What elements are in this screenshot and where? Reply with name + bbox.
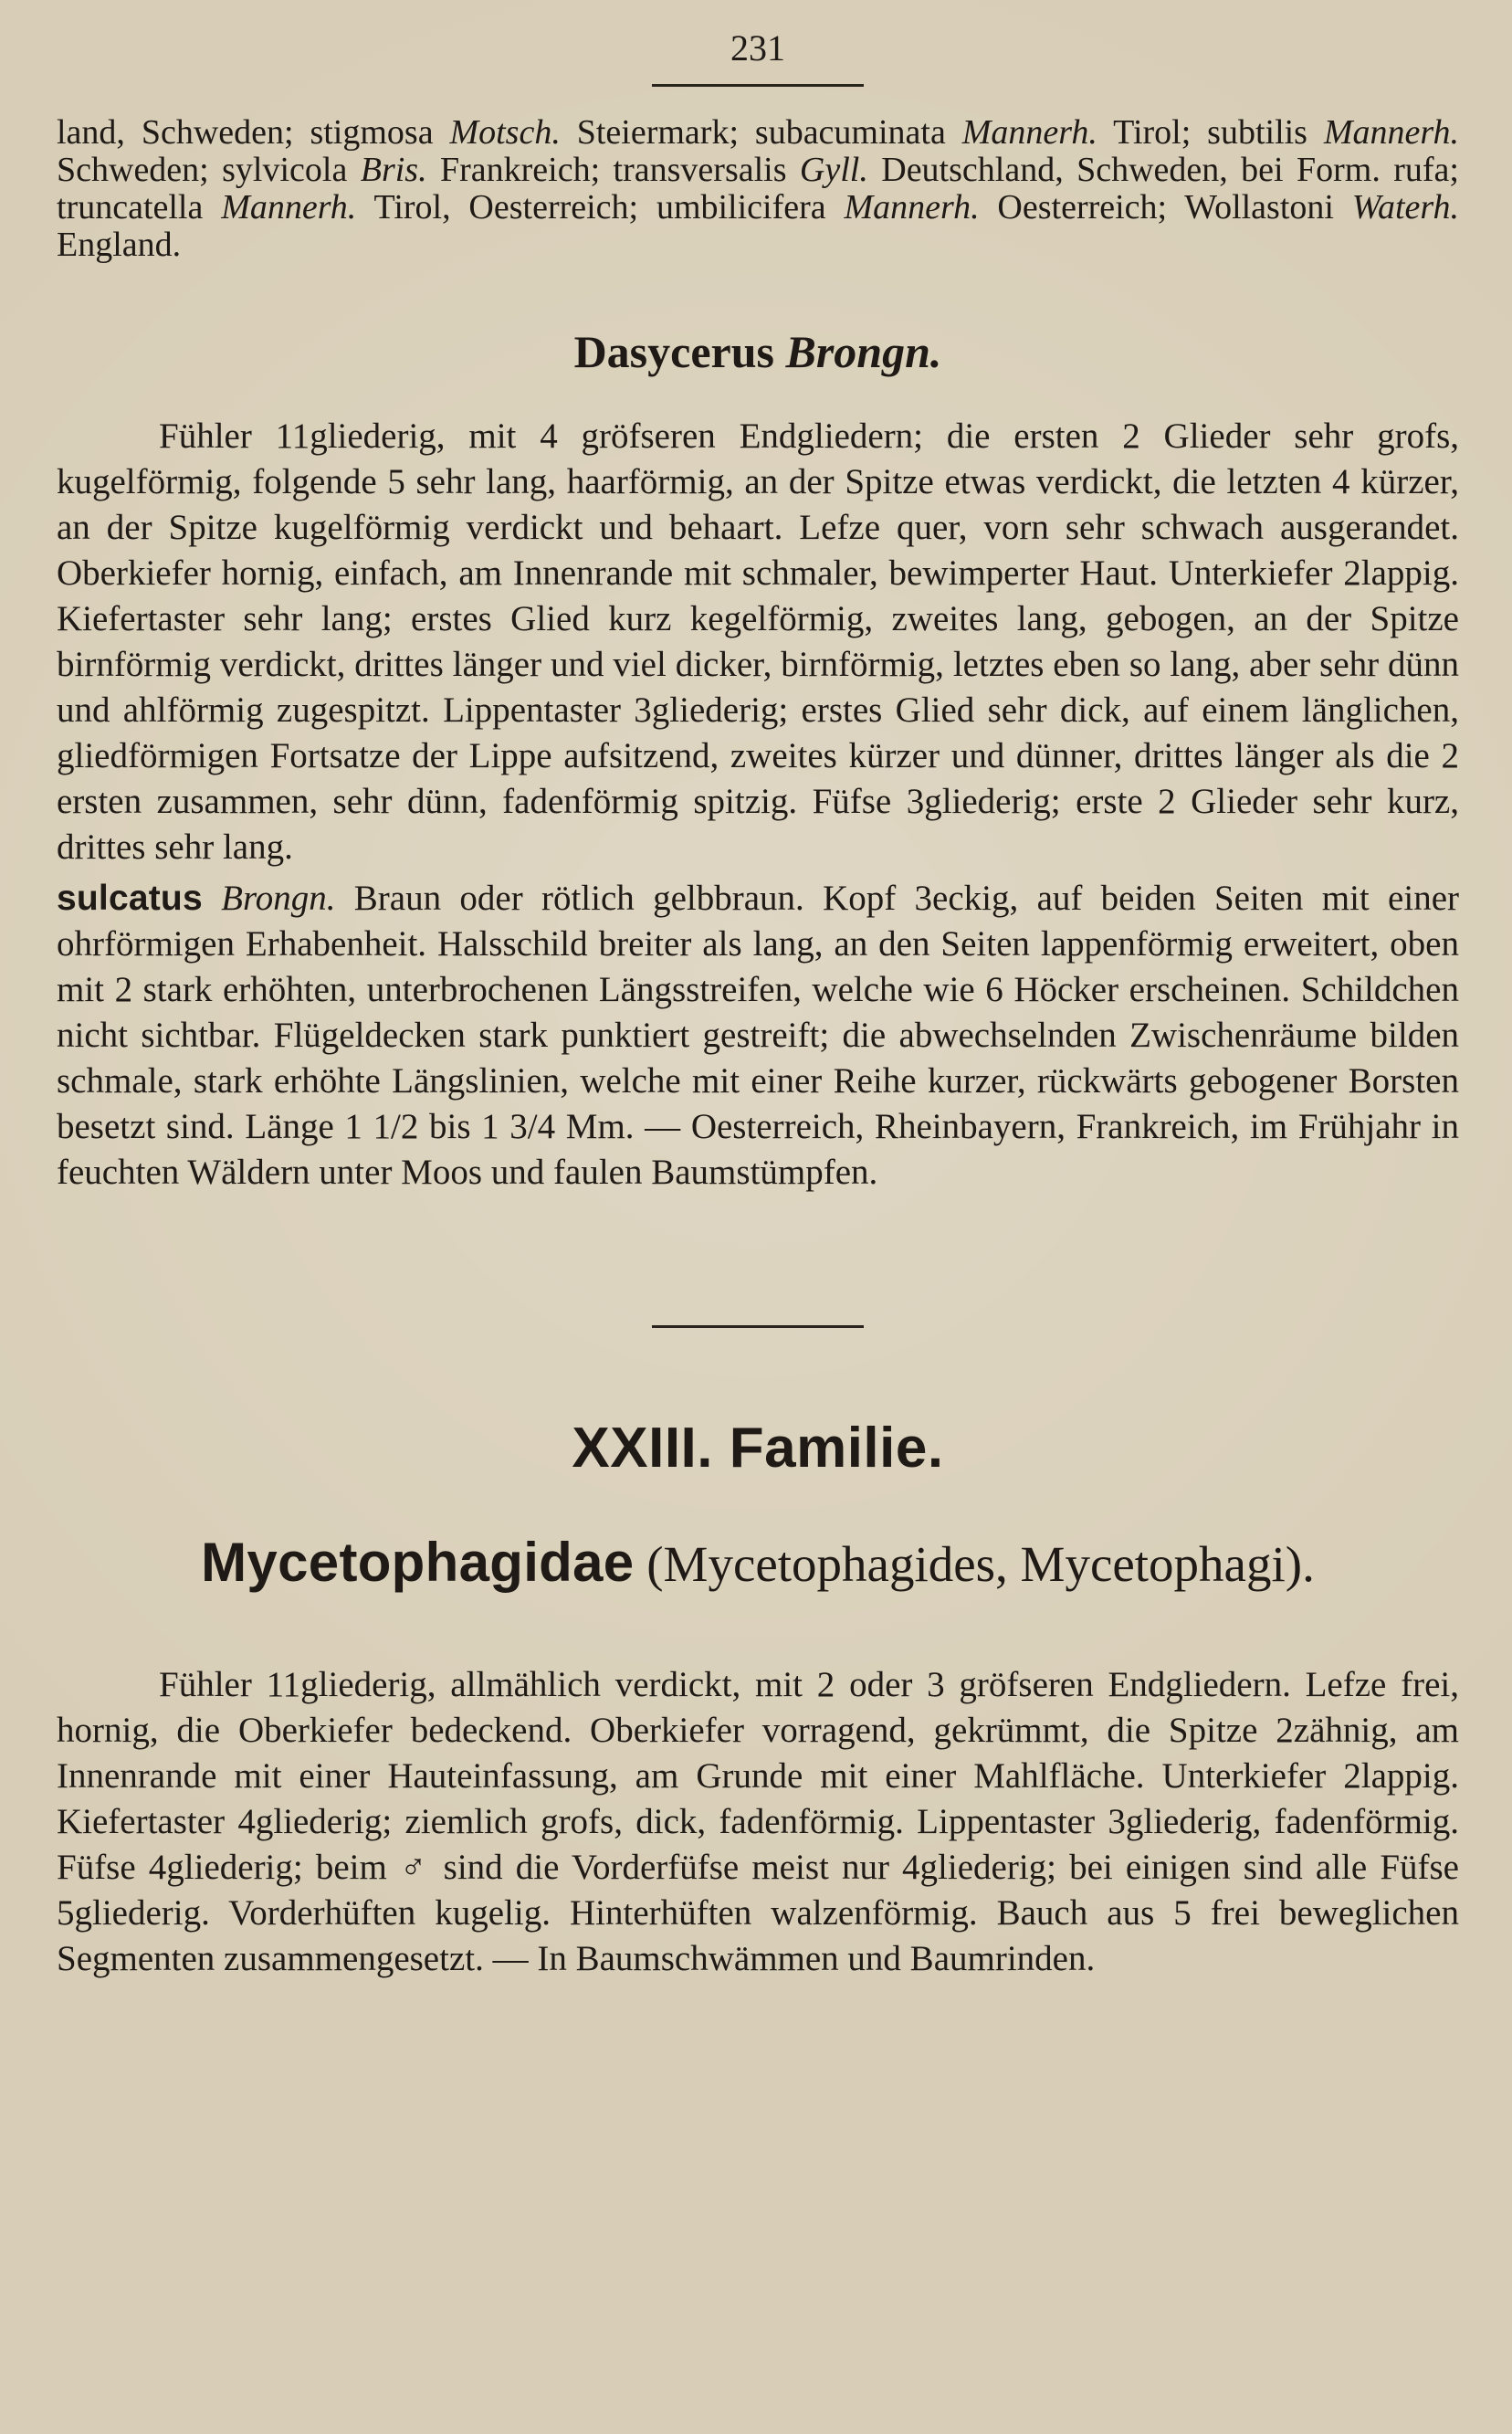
intro-text-4: Schweden; sylvicola — [57, 151, 361, 189]
species-paragraph — [57, 876, 1459, 1196]
intro-text-5: Frankreich; transversalis — [426, 151, 800, 189]
intro-text-3: Tirol; subtilis — [1097, 113, 1324, 152]
intro-text-2: Steiermark; subacuminata — [560, 113, 962, 152]
intro-author-4: Bris. — [360, 151, 427, 189]
genus-description: Fühler 11gliederig, mit 4 gröfseren Endgliedern; die ersten 2 Glieder sehr grofs, kugelförmig, folgende 5 sehr lang, haarförmig, an der Spitze etwas verdickt, die letzten 4 kürzer, an der Spitze kugelförmig verdickt und behaart. Lefze quer, vorn sehr schwach ausgerandet. Oberkiefer hornig, einfach, am Innenrande mit schmaler, bewimperter Haut. Unterkiefer 2lappig. Kiefertaster sehr lang; erstes Glied kurz kegelförmig, zweites lang, gebogen, an der Spitze birnförmig verdickt, drittes länger und viel dicker, birnförmig, letztes eben so lang, aber sehr dünn und ahlförmig zugespitzt. Lippentaster 3gliederig; erstes Glied sehr dick, auf einem länglichen, gliedförmigen Fortsatze der Lippe aufsitzend, zweites kürzer und dünner, drittes länger als die 2 ersten zusammen, sehr dünn, fadenförmig spitzig. Füfse 3gliederig; erste 2 Glieder sehr kurz, drittes sehr lang. — [57, 416, 1459, 867]
section-divider — [652, 1325, 864, 1328]
intro-author-8: Waterh. — [1351, 188, 1459, 227]
intro-text-9: England. — [57, 226, 182, 264]
intro-text-6: Deutschland, Schweden, bei Form. rufa; truncatella — [57, 151, 1459, 227]
intro-author-1: Motsch. — [449, 113, 561, 152]
genus-author: Brongn. — [785, 326, 942, 377]
intro-author-5: Gyll. — [799, 151, 868, 189]
intro-author-2: Mannerh. — [961, 113, 1097, 152]
intro-paragraph — [57, 114, 1459, 264]
species-name: sulcatus — [57, 879, 203, 918]
species-author: Brongn. — [221, 879, 336, 918]
species-description: Braun oder rötlich gelbbraun. Kopf 3eckig, auf beiden Seiten mit einer ohrförmigen Erhabenheit. Halsschild breiter als lang, an den Seiten lappenförmig erweitert, oben mit 2 stark erhöhten, unterbrochenen Längsstreifen, welche wie 6 Höcker erscheinen. Schildchen nicht sichtbar. Flügeldecken stark punktiert gestreift; die abwechselnden Zwischenräume bilden schmale, stark erhöhte Längslinien, welche mit einer Reihe kurzer, rückwärts gebogener Borsten besetzt sind. Länge 1 1/2 bis 1 3/4 Mm. — Oesterreich, Rheinbayern, Frankreich, im Frühjahr in feuchten Wäldern unter Moos und faulen Baumstümpfen. — [57, 879, 1459, 1192]
intro-text-8: Oesterreich; Wollastoni — [979, 188, 1352, 227]
family-description: Fühler 11gliederig, allmählich verdickt, mit 2 oder 3 gröfseren Endgliedern. Lefze frei, hornig, die Oberkiefer bedeckend. Oberkiefer vorragend, gekrümmt, die Spitze 2zähnig, am Innenrande mit einer Hauteinfassung, am Grunde mit einer Mahlfläche. Unterkiefer 2lappig. Kiefertaster 4gliederig; ziemlich grofs, dick, fadenförmig. Lippentaster 3gliederig, fadenförmig. Füfse 4gliederig; beim ♂ sind die Vorderfüfse meist nur 4gliederig; bei einigen sind alle Füfse 5gliederig. Vorderhüften kugelig. Hinterhüften walzenförmig. Bauch aus 5 frei beweglichen Segmenten zusammengesetzt. — In Baumschwämmen und Baumrinden. — [57, 1665, 1459, 1978]
family-name: Mycetophagidae — [201, 1532, 635, 1593]
family-subtitle: (Mycetophagides, Mycetophagi). — [634, 1536, 1315, 1592]
genus-heading — [57, 324, 1459, 379]
genus-name: Dasycerus — [573, 326, 786, 377]
page-number: 231 — [730, 27, 785, 68]
top-rule — [652, 84, 864, 87]
intro-text-7: Tirol, Oesterreich; umbilicifera — [356, 188, 845, 227]
intro-author-6: Mannerh. — [221, 188, 357, 227]
intro-text-1: land, Schweden; stigmosa — [57, 113, 450, 152]
intro-author-3: Mannerh. — [1323, 113, 1459, 152]
intro-author-7: Mannerh. — [844, 188, 980, 227]
family-number: XXIII. Familie. — [572, 1417, 944, 1480]
family-heading — [57, 1531, 1459, 1596]
